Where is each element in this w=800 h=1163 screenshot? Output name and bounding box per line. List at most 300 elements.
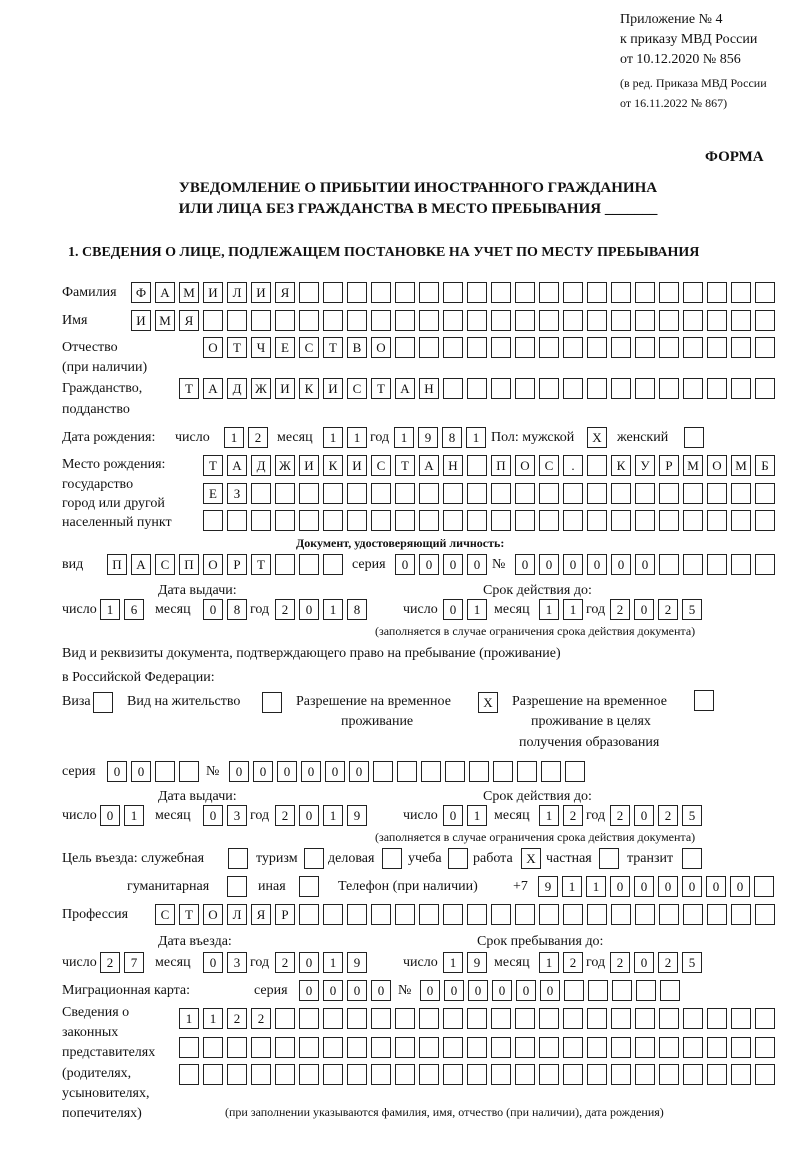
char-cell[interactable] [635, 1008, 655, 1029]
char-cell[interactable] [683, 554, 703, 575]
char-cell[interactable]: Т [179, 904, 199, 925]
char-cell[interactable] [515, 510, 535, 531]
char-cell[interactable]: 1 [224, 427, 244, 448]
char-cell[interactable] [371, 310, 391, 331]
char-cell[interactable] [382, 848, 402, 869]
char-cell[interactable]: 0 [299, 805, 319, 826]
char-cell[interactable]: Т [395, 455, 415, 476]
right-issue-day-field[interactable] [100, 805, 144, 826]
char-cell[interactable] [587, 1008, 607, 1029]
char-cell[interactable]: 6 [124, 599, 144, 620]
char-cell[interactable] [419, 510, 439, 531]
char-cell[interactable]: 1 [466, 427, 486, 448]
char-cell[interactable] [299, 904, 319, 925]
char-cell[interactable]: М [731, 455, 751, 476]
char-cell[interactable]: 8 [227, 599, 247, 620]
char-cell[interactable]: 9 [418, 427, 438, 448]
char-cell[interactable] [611, 310, 631, 331]
char-cell[interactable] [448, 848, 468, 869]
doc-valid-day-field[interactable] [443, 599, 487, 620]
char-cell[interactable] [731, 378, 751, 399]
char-cell[interactable] [659, 1064, 679, 1085]
char-cell[interactable]: Р [227, 554, 247, 575]
char-cell[interactable]: С [155, 554, 175, 575]
char-cell[interactable] [467, 282, 487, 303]
char-cell[interactable]: Д [227, 378, 247, 399]
char-cell[interactable] [659, 282, 679, 303]
char-cell[interactable]: А [131, 554, 151, 575]
char-cell[interactable]: В [347, 337, 367, 358]
char-cell[interactable]: З [227, 483, 247, 504]
char-cell[interactable]: 1 [586, 876, 606, 897]
char-cell[interactable] [299, 282, 319, 303]
purpose-tourism-checkbox[interactable] [304, 848, 324, 869]
right-issue-month-field[interactable] [203, 805, 247, 826]
doc-issue-month-field[interactable] [203, 599, 247, 620]
char-cell[interactable] [755, 554, 775, 575]
char-cell[interactable]: К [299, 378, 319, 399]
char-cell[interactable]: 2 [248, 427, 268, 448]
char-cell[interactable] [539, 1037, 559, 1058]
char-cell[interactable]: . [563, 455, 583, 476]
char-cell[interactable]: П [107, 554, 127, 575]
char-cell[interactable] [659, 337, 679, 358]
char-cell[interactable]: Т [323, 337, 343, 358]
char-cell[interactable] [587, 455, 607, 476]
char-cell[interactable] [323, 310, 343, 331]
char-cell[interactable] [275, 310, 295, 331]
char-cell[interactable] [443, 483, 463, 504]
char-cell[interactable]: 0 [100, 805, 120, 826]
char-cell[interactable] [299, 483, 319, 504]
char-cell[interactable] [683, 483, 703, 504]
char-cell[interactable]: 0 [540, 980, 560, 1001]
char-cell[interactable]: С [371, 455, 391, 476]
char-cell[interactable] [491, 1064, 511, 1085]
char-cell[interactable] [539, 510, 559, 531]
char-cell[interactable] [419, 1008, 439, 1029]
char-cell[interactable]: И [299, 455, 319, 476]
char-cell[interactable] [611, 378, 631, 399]
char-cell[interactable] [227, 876, 247, 897]
char-cell[interactable]: 0 [107, 761, 127, 782]
char-cell[interactable] [323, 282, 343, 303]
char-cell[interactable] [251, 483, 271, 504]
char-cell[interactable]: О [515, 455, 535, 476]
char-cell[interactable]: А [227, 455, 247, 476]
char-cell[interactable]: 2 [563, 805, 583, 826]
char-cell[interactable] [323, 1008, 343, 1029]
right-valid-day-field[interactable] [443, 805, 487, 826]
char-cell[interactable]: 1 [347, 427, 367, 448]
char-cell[interactable] [707, 510, 727, 531]
char-cell[interactable] [565, 761, 585, 782]
char-cell[interactable]: А [395, 378, 415, 399]
char-cell[interactable] [419, 337, 439, 358]
char-cell[interactable]: 0 [634, 599, 654, 620]
char-cell[interactable] [563, 282, 583, 303]
mc-series-field[interactable] [299, 980, 391, 1001]
char-cell[interactable]: 1 [539, 805, 559, 826]
char-cell[interactable]: 2 [658, 952, 678, 973]
char-cell[interactable] [323, 904, 343, 925]
char-cell[interactable]: Т [179, 378, 199, 399]
char-cell[interactable] [347, 483, 367, 504]
char-cell[interactable]: 1 [323, 427, 343, 448]
char-cell[interactable] [251, 310, 271, 331]
char-cell[interactable]: Д [251, 455, 271, 476]
char-cell[interactable]: 0 [706, 876, 726, 897]
char-cell[interactable] [323, 483, 343, 504]
char-cell[interactable]: 1 [562, 876, 582, 897]
sex-female-checkbox[interactable] [684, 427, 704, 448]
char-cell[interactable] [587, 310, 607, 331]
char-cell[interactable]: 3 [227, 805, 247, 826]
char-cell[interactable] [563, 1037, 583, 1058]
char-cell[interactable] [731, 554, 751, 575]
char-cell[interactable] [203, 310, 223, 331]
char-cell[interactable] [275, 1064, 295, 1085]
char-cell[interactable] [731, 310, 751, 331]
char-cell[interactable]: 0 [682, 876, 702, 897]
char-cell[interactable] [539, 378, 559, 399]
char-cell[interactable]: Т [251, 554, 271, 575]
char-cell[interactable] [515, 378, 535, 399]
char-cell[interactable] [635, 510, 655, 531]
char-cell[interactable] [179, 1064, 199, 1085]
char-cell[interactable]: С [155, 904, 175, 925]
doc-valid-year-field[interactable] [610, 599, 702, 620]
doc-issue-year-field[interactable] [275, 599, 367, 620]
char-cell[interactable] [323, 554, 343, 575]
phone-field[interactable] [538, 876, 774, 897]
char-cell[interactable]: И [131, 310, 151, 331]
char-cell[interactable] [659, 904, 679, 925]
char-cell[interactable]: Н [443, 455, 463, 476]
char-cell[interactable]: 1 [539, 599, 559, 620]
char-cell[interactable] [539, 337, 559, 358]
char-cell[interactable]: К [611, 455, 631, 476]
char-cell[interactable]: Е [275, 337, 295, 358]
char-cell[interactable] [635, 483, 655, 504]
char-cell[interactable] [467, 904, 487, 925]
char-cell[interactable]: И [275, 378, 295, 399]
char-cell[interactable] [755, 310, 775, 331]
char-cell[interactable] [228, 848, 248, 869]
entry-month-field[interactable] [203, 952, 247, 973]
char-cell[interactable] [467, 1037, 487, 1058]
char-cell[interactable] [467, 455, 487, 476]
birth-month-field[interactable] [323, 427, 367, 448]
char-cell[interactable] [467, 483, 487, 504]
char-cell[interactable]: Р [275, 904, 295, 925]
char-cell[interactable] [659, 510, 679, 531]
char-cell[interactable]: И [347, 455, 367, 476]
char-cell[interactable] [419, 904, 439, 925]
char-cell[interactable]: 0 [395, 554, 415, 575]
char-cell[interactable] [397, 761, 417, 782]
char-cell[interactable]: Ж [251, 378, 271, 399]
char-cell[interactable] [419, 1064, 439, 1085]
char-cell[interactable]: 9 [538, 876, 558, 897]
char-cell[interactable] [227, 1064, 247, 1085]
char-cell[interactable] [299, 310, 319, 331]
char-cell[interactable]: 1 [124, 805, 144, 826]
char-cell[interactable] [491, 310, 511, 331]
char-cell[interactable] [611, 483, 631, 504]
purpose-transit-checkbox[interactable] [682, 848, 702, 869]
birth-day-field[interactable] [224, 427, 268, 448]
char-cell[interactable]: 1 [467, 599, 487, 620]
char-cell[interactable] [491, 282, 511, 303]
char-cell[interactable]: О [371, 337, 391, 358]
char-cell[interactable]: 0 [468, 980, 488, 1001]
char-cell[interactable] [563, 510, 583, 531]
char-cell[interactable] [491, 337, 511, 358]
char-cell[interactable] [299, 554, 319, 575]
char-cell[interactable] [491, 483, 511, 504]
char-cell[interactable]: 9 [467, 952, 487, 973]
char-cell[interactable]: Е [203, 483, 223, 504]
char-cell[interactable] [469, 761, 489, 782]
char-cell[interactable] [755, 1037, 775, 1058]
char-cell[interactable] [731, 483, 751, 504]
char-cell[interactable]: К [323, 455, 343, 476]
char-cell[interactable] [539, 1064, 559, 1085]
char-cell[interactable] [731, 904, 751, 925]
char-cell[interactable]: 0 [203, 805, 223, 826]
char-cell[interactable] [275, 554, 295, 575]
char-cell[interactable] [421, 761, 441, 782]
char-cell[interactable] [635, 904, 655, 925]
char-cell[interactable] [323, 510, 343, 531]
char-cell[interactable] [635, 1037, 655, 1058]
char-cell[interactable]: 1 [563, 599, 583, 620]
name-field[interactable] [131, 310, 775, 331]
char-cell[interactable] [731, 282, 751, 303]
temp-edu-checkbox[interactable] [694, 690, 714, 711]
char-cell[interactable] [587, 282, 607, 303]
char-cell[interactable]: 8 [347, 599, 367, 620]
char-cell[interactable] [539, 282, 559, 303]
char-cell[interactable] [707, 483, 727, 504]
char-cell[interactable] [683, 378, 703, 399]
char-cell[interactable] [467, 1008, 487, 1029]
char-cell[interactable]: Л [227, 904, 247, 925]
char-cell[interactable]: 0 [277, 761, 297, 782]
reps-field-2[interactable] [179, 1037, 775, 1058]
char-cell[interactable] [251, 510, 271, 531]
char-cell[interactable] [491, 1008, 511, 1029]
char-cell[interactable] [493, 761, 513, 782]
char-cell[interactable] [539, 483, 559, 504]
patronymic-field[interactable] [203, 337, 775, 358]
char-cell[interactable]: 0 [467, 554, 487, 575]
char-cell[interactable] [755, 510, 775, 531]
char-cell[interactable] [659, 310, 679, 331]
char-cell[interactable]: 0 [299, 980, 319, 1001]
char-cell[interactable] [731, 1037, 751, 1058]
char-cell[interactable]: Р [659, 455, 679, 476]
char-cell[interactable]: С [299, 337, 319, 358]
char-cell[interactable]: 0 [371, 980, 391, 1001]
char-cell[interactable] [443, 282, 463, 303]
char-cell[interactable]: 0 [349, 761, 369, 782]
char-cell[interactable] [275, 510, 295, 531]
char-cell[interactable] [227, 1037, 247, 1058]
char-cell[interactable] [694, 690, 714, 711]
char-cell[interactable]: 2 [275, 805, 295, 826]
sex-male-checkbox[interactable] [587, 427, 607, 448]
char-cell[interactable]: 0 [635, 554, 655, 575]
char-cell[interactable] [395, 1008, 415, 1029]
char-cell[interactable]: 2 [563, 952, 583, 973]
char-cell[interactable] [395, 1064, 415, 1085]
char-cell[interactable] [563, 483, 583, 504]
char-cell[interactable]: И [251, 282, 271, 303]
char-cell[interactable]: 0 [610, 876, 630, 897]
mc-number-field[interactable] [420, 980, 680, 1001]
char-cell[interactable] [304, 848, 324, 869]
char-cell[interactable]: 0 [492, 980, 512, 1001]
doc-series-field[interactable] [395, 554, 487, 575]
char-cell[interactable]: Ж [275, 455, 295, 476]
char-cell[interactable] [611, 1008, 631, 1029]
char-cell[interactable] [563, 310, 583, 331]
purpose-service-checkbox[interactable] [228, 848, 248, 869]
char-cell[interactable] [660, 980, 680, 1001]
char-cell[interactable]: 0 [587, 554, 607, 575]
char-cell[interactable] [611, 1064, 631, 1085]
char-cell[interactable] [588, 980, 608, 1001]
char-cell[interactable] [682, 848, 702, 869]
char-cell[interactable] [635, 337, 655, 358]
char-cell[interactable]: 0 [444, 980, 464, 1001]
right-valid-month-field[interactable] [539, 805, 583, 826]
char-cell[interactable] [395, 337, 415, 358]
char-cell[interactable] [373, 761, 393, 782]
char-cell[interactable]: М [683, 455, 703, 476]
char-cell[interactable] [395, 904, 415, 925]
surname-field[interactable] [131, 282, 775, 303]
char-cell[interactable]: Л [227, 282, 247, 303]
char-cell[interactable]: Я [179, 310, 199, 331]
char-cell[interactable] [683, 904, 703, 925]
char-cell[interactable]: 9 [347, 952, 367, 973]
char-cell[interactable] [275, 483, 295, 504]
char-cell[interactable] [467, 1064, 487, 1085]
purpose-private-checkbox[interactable] [599, 848, 619, 869]
char-cell[interactable] [539, 310, 559, 331]
char-cell[interactable] [755, 1064, 775, 1085]
char-cell[interactable] [275, 1008, 295, 1029]
purpose-business-checkbox[interactable] [382, 848, 402, 869]
char-cell[interactable]: 1 [467, 805, 487, 826]
char-cell[interactable] [443, 1008, 463, 1029]
char-cell[interactable] [203, 510, 223, 531]
char-cell[interactable]: 1 [100, 599, 120, 620]
char-cell[interactable]: 2 [658, 805, 678, 826]
char-cell[interactable] [564, 980, 584, 1001]
char-cell[interactable]: У [635, 455, 655, 476]
char-cell[interactable] [611, 904, 631, 925]
char-cell[interactable] [539, 1008, 559, 1029]
char-cell[interactable]: 0 [634, 805, 654, 826]
char-cell[interactable]: Н [419, 378, 439, 399]
char-cell[interactable]: 2 [610, 599, 630, 620]
char-cell[interactable]: Т [371, 378, 391, 399]
char-cell[interactable]: 0 [634, 876, 654, 897]
char-cell[interactable]: И [203, 282, 223, 303]
char-cell[interactable]: А [203, 378, 223, 399]
char-cell[interactable] [707, 1037, 727, 1058]
char-cell[interactable] [659, 1008, 679, 1029]
char-cell[interactable]: 0 [516, 980, 536, 1001]
char-cell[interactable]: 1 [323, 805, 343, 826]
char-cell[interactable]: 0 [301, 761, 321, 782]
doc-issue-day-field[interactable] [100, 599, 144, 620]
char-cell[interactable]: 1 [323, 599, 343, 620]
birthplace-field-3[interactable] [203, 510, 775, 531]
char-cell[interactable]: 2 [100, 952, 120, 973]
char-cell[interactable] [347, 904, 367, 925]
visa-checkbox[interactable] [93, 692, 113, 713]
char-cell[interactable] [395, 282, 415, 303]
entry-day-field[interactable] [100, 952, 144, 973]
char-cell[interactable] [515, 310, 535, 331]
char-cell[interactable] [659, 554, 679, 575]
char-cell[interactable]: А [155, 282, 175, 303]
char-cell[interactable]: М [155, 310, 175, 331]
char-cell[interactable] [731, 1008, 751, 1029]
char-cell[interactable]: 2 [227, 1008, 247, 1029]
char-cell[interactable]: 0 [611, 554, 631, 575]
char-cell[interactable] [443, 337, 463, 358]
char-cell[interactable] [419, 1037, 439, 1058]
char-cell[interactable] [612, 980, 632, 1001]
char-cell[interactable]: 2 [610, 952, 630, 973]
char-cell[interactable] [347, 1008, 367, 1029]
char-cell[interactable] [755, 378, 775, 399]
char-cell[interactable] [563, 1008, 583, 1029]
char-cell[interactable] [371, 282, 391, 303]
char-cell[interactable] [419, 310, 439, 331]
char-cell[interactable] [491, 510, 511, 531]
char-cell[interactable] [755, 337, 775, 358]
char-cell[interactable]: 0 [419, 554, 439, 575]
char-cell[interactable] [563, 1064, 583, 1085]
char-cell[interactable] [541, 761, 561, 782]
char-cell[interactable] [179, 1037, 199, 1058]
char-cell[interactable] [443, 1037, 463, 1058]
char-cell[interactable] [755, 904, 775, 925]
right-series-field[interactable] [107, 761, 199, 782]
char-cell[interactable] [611, 1037, 631, 1058]
char-cell[interactable]: 1 [443, 952, 463, 973]
char-cell[interactable] [683, 310, 703, 331]
purpose-work-checkbox[interactable] [521, 848, 541, 869]
char-cell[interactable] [563, 337, 583, 358]
char-cell[interactable]: С [539, 455, 559, 476]
char-cell[interactable]: X [478, 692, 498, 713]
char-cell[interactable] [635, 378, 655, 399]
char-cell[interactable] [155, 761, 175, 782]
reps-field-3[interactable] [179, 1064, 775, 1085]
char-cell[interactable] [587, 337, 607, 358]
char-cell[interactable] [683, 1064, 703, 1085]
char-cell[interactable]: 0 [131, 761, 151, 782]
char-cell[interactable] [754, 876, 774, 897]
